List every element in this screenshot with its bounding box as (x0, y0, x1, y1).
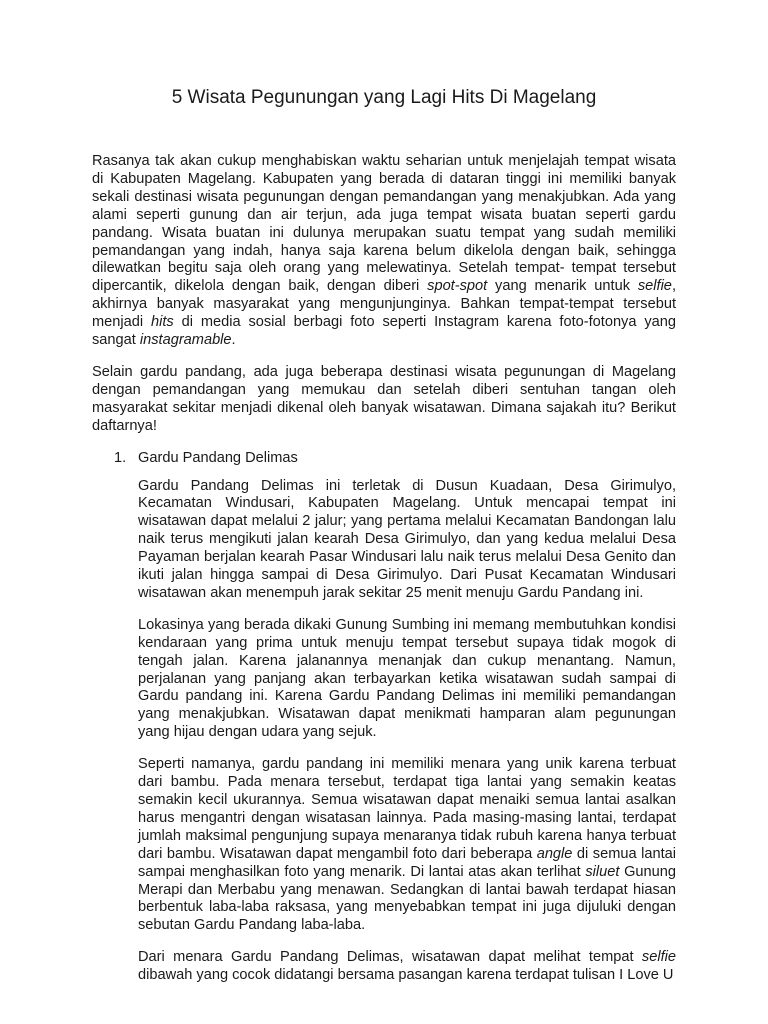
section-paragraph-4: Dari menara Gardu Pandang Delimas, wisatawan dapat melihat tempat selfie dibawah yang cocok didatangi bersama pasangan karena terdapat tulisan I Love U (138, 949, 676, 984)
italic-term: instagramable (139, 332, 232, 349)
list-item-body (92, 478, 676, 986)
italic-term: selfie (641, 949, 676, 966)
section-paragraph-1: Gardu Pandang Delimas ini terletak di Dusun Kuadaan, Desa Girimulyo, Kecamatan Windusari, Kabupaten Magelang. Untuk mencapai tempat ini wisatawan dapat melalui 2 jalur; yang pertama melalui Kecamatan Bandongan lalu naik terus mengikuti jalan kearah Desa Girimulyo, dan yang kedua melalui Desa Payaman berjalan kearah Pasar Windusari lalu naik terus melalui Desa Genito dan ikuti jalan hingga sampai di Desa Girimulyo. Dari Pusat Kecamatan Windusari wisatawan akan menempuh jarak sekitar 25 menit menuju Gardu Pandang ini. (138, 477, 676, 601)
italic-term: angle (536, 845, 573, 862)
intro-paragraph-2: Selain gardu pandang, ada juga beberapa destinasi wisata pegunungan di Magelang dengan pemandangan yang memukau dan setelah diberi sentuhan tangan oleh masyarakat sekitar menjadi dikenal oleh banyak wisatawan. Dimana sajakah itu? Berikut daftarnya! (92, 363, 676, 434)
section-paragraph-2: Lokasinya yang berada dikaki Gunung Sumbing ini memang membutuhkan kondisi kendaraan yang prima untuk menuju tempat tersebut supaya tidak mogok di tengah jalan. Karena jalanannya menanjak dan cukup menantang. Namun, perjalanan yang panjang akan terbayarkan ketika wisatawan sudah sampai di Gardu pandang ini. Karena Gardu Pandang Delimas ini memiliki pemandangan yang menakjubkan. Wisatawan dapat menikmati hamparan alam pegunungan yang hijau dengan udara yang sejuk. (138, 616, 676, 741)
list-item-number: 1. (114, 449, 127, 466)
list-item-title: Gardu Pandang Delimas (138, 449, 298, 466)
italic-term: siluet (585, 863, 620, 880)
intro-paragraph-1: Rasanya tak akan cukup menghabiskan waktu seharian untuk menjelajah tempat wisata di Kabupaten Magelang. Kabupaten yang berada di dataran tinggi ini memiliki banyak sekali destinasi wisata pegunungan dengan pemandangan yang menakjubkan. Ada yang alami seperti gunung dan air terjun, ada juga tempat wisata buatan seperti gardu pandang. Wisata buatan ini dulunya merupakan suatu tempat yang sudah memiliki pemandangan yang indah, hanya saja karena belum dikelola dengan baik, sehingga dilewatkan begitu saja oleh orang yang melewatinya. Setelah tempat- tempat tersebut dipercantik, dikelola dengan baik, dengan diberi spot-spot yang menarik untuk selfie, akhirnya banyak masyarakat yang mengunjunginya. Bahkan tempat-tempat tersebut menjadi hits di media sosial berbagi foto seperti Instagram karena foto-fotonya yang sangat instagramable. (92, 153, 676, 349)
document-title: 5 Wisata Pegunungan yang Lagi Hits Di Magelang (171, 87, 597, 108)
list-item-heading (92, 450, 676, 468)
italic-term: selfie (637, 278, 672, 295)
italic-term: hits (151, 314, 174, 331)
destination-list (92, 450, 676, 985)
italic-term: spot-spot (427, 278, 488, 295)
section-paragraph-3: Seperti namanya, gardu pandang ini memiliki menara yang unik karena terbuat dari bambu. Pada menara tersebut, terdapat tiga lantai yang semakin keatas semakin kecil ukurannya. Semua wisatawan dapat menaiki semua lantai asalkan harus mengantri dengan wisatasan lainnya. Pada masing-masing lantai, terdapat jumlah maksimal pengunjung supaya menaranya tidak rubuh karena hanya terbuat dari bambu. Wisatawan dapat mengambil foto dari beberapa angle di semua lantai sampai menghasilkan foto yang menarik. Di lantai atas akan terlihat siluet Gunung Merapi dan Merbabu yang menawan. Sedangkan di lantai bawah terdapat hiasan berbentuk laba-laba raksasa, yang menyebabkan tempat ini juga dijuluki dengan sebutan Gardu Pandang laba-laba. (138, 756, 676, 934)
